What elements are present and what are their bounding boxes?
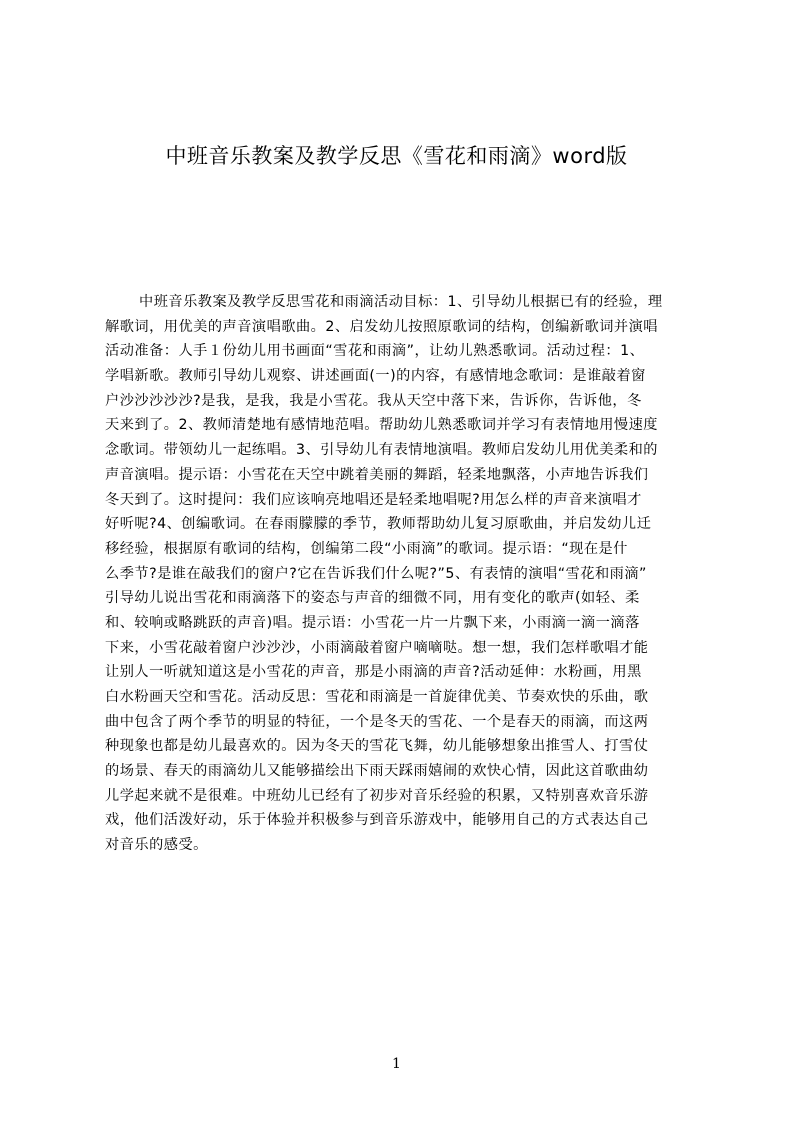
body-line: 白水粉画天空和雪花。活动反思：雪花和雨滴是一首旋律优美、节奏欢快的乐曲，歌 <box>105 689 649 705</box>
body-line: 活动准备：人手１份幼儿用书画面“雪花和雨滴”，让幼儿熟悉歌词。活动过程：1、 <box>105 343 645 360</box>
body-line: 戏，他们活泼好动，乐于体验并积极参与到音乐游戏中，能够用自己的方式表达自己 <box>105 812 649 829</box>
body-line: 种现象也都是幼儿最喜欢的。因为冬天的雪花飞舞，幼儿能够想象出推雪人、打雪仗 <box>105 738 649 755</box>
body-line: 中班音乐教案及教学反思雪花和雨滴活动目标：1、引导幼儿根据已有的经验，理 <box>139 294 663 310</box>
body-line: 么季节?是谁在敲我们的窗户?它在告诉我们什么呢?”5、有表情的演唱“雪花和雨滴” <box>105 565 647 582</box>
body-line: 和、较响或略跳跃的声音)唱。提示语：小雪花一片一片飘下来，小雨滴一滴一滴落 <box>105 614 640 631</box>
body-line: 好听呢?4、创编歌词。在春雨朦朦的季节，教师帮助幼儿复习原歌曲，并启发幼儿迁 <box>105 516 652 533</box>
body-line: 解歌词，用优美的声音演唱歌曲。2、启发幼儿按照原歌词的结构，创编新歌词并演唱 <box>105 318 658 335</box>
body-line: 移经验，根据原有歌词的结构，创编第二段“小雨滴”的歌词。提示语：“现在是什 <box>105 540 628 557</box>
body-line: 的场景、春天的雨滴幼儿又能够描绘出下雨天踩雨嬉闹的欢快心情，因此这首歌曲幼 <box>105 763 649 780</box>
body-line: 冬天到了。这时提问：我们应该响亮地唱还是轻柔地唱呢?用怎么样的声音来演唱才 <box>105 491 642 508</box>
body-line: 引导幼儿说出雪花和雨滴落下的姿态与声音的细微不同，用有变化的歌声(如轻、柔 <box>105 590 640 607</box>
body-line: 声音演唱。提示语：小雪花在天空中跳着美丽的舞蹈，轻柔地飘落，小声地告诉我们 <box>105 466 649 483</box>
page-number: 1 <box>392 1056 401 1072</box>
body-line: 户沙沙沙沙沙?是我，是我，我是小雪花。我从天空中落下来，告诉你，告诉他，冬 <box>105 392 642 409</box>
body-line: 让别人一听就知道这是小雪花的声音，那是小雨滴的声音?活动延伸：水粉画，用黑 <box>105 664 642 681</box>
body-line: 下来，小雪花敲着窗户沙沙沙，小雨滴敲着窗户嘀嘀哒。想一想，我们怎样歌唱才能 <box>105 639 649 656</box>
body-line: 学唱新歌。教师引导幼儿观察、讲述画面(一)的内容，有感情地念歌词：是谁敲着窗 <box>105 368 646 385</box>
body-line: 对音乐的感受。 <box>105 837 208 854</box>
body-line: 天来到了。2、教师清楚地有感情地范唱。帮助幼儿熟悉歌词并学习有表情地用慢速度 <box>105 417 658 434</box>
body-line: 曲中包含了两个季节的明显的特征，一个是冬天的雪花、一个是春天的雨滴，而这两 <box>105 713 649 730</box>
body-line: 念歌词。带领幼儿一起练唱。3、引导幼儿有表情地演唱。教师启发幼儿用优美柔和的 <box>105 442 658 459</box>
body-line: 儿学起来就不是很难。中班幼儿已经有了初步对音乐经验的积累，又特别喜欢音乐游 <box>105 787 649 804</box>
body-paragraph <box>105 290 697 910</box>
document-title: 中班音乐教案及教学反思《雪花和雨滴》word版 <box>165 144 628 168</box>
